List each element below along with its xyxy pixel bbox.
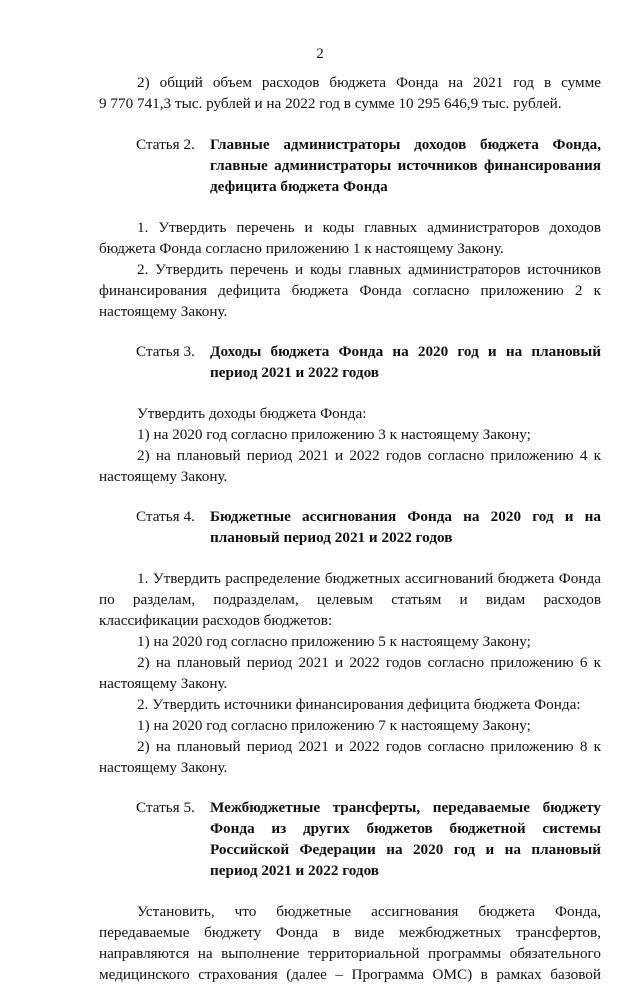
- article-2-paragraph-2: 2. Утвердить перечень и коды главных администраторов источников финансирования дефицита бюджета Фонда согласно приложению 2 к настоящему Закону.: [99, 261, 601, 320]
- article-4-title: Бюджетные ассигнования Фонда на 2020 год и на плановый период 2021 и 2022 годов: [210, 508, 601, 546]
- article-5-heading: [136, 797, 601, 881]
- article-4-paragraph-2: 1) на 2020 год согласно приложению 5 к настоящему Закону;: [137, 633, 531, 650]
- article-5-title: Межбюджетные трансферты, передаваемые бюджету Фонда из других бюджетов бюджетной системы Российской Федерации на 2020 год и на плановый период 2021 и 2022 годов: [210, 799, 601, 879]
- article-4-paragraph-1: 1. Утвердить распределение бюджетных ассигнований бюджета Фонда по разделам, подразделам, целевым статьям и видам расходов классификации расходов бюджетов:: [99, 570, 601, 629]
- article-4-paragraph-6: 2) на плановый период 2021 и 2022 годов согласно приложению 8 к настоящему Закону.: [99, 738, 601, 776]
- article-4-paragraph-5: 1) на 2020 год согласно приложению 7 к настоящему Закону;: [137, 717, 531, 734]
- article-4-heading: [136, 506, 601, 548]
- article-5-label: Статья 5.: [136, 799, 195, 816]
- article-4-label: Статья 4.: [136, 508, 195, 525]
- article-2-title: Главные администраторы доходов бюджета Фонда, главные администраторы источников финансирования дефицита бюджета Фонда: [210, 136, 601, 195]
- article-3-label: Статья 3.: [136, 343, 195, 360]
- article-4-paragraph-4: 2. Утвердить источники финансирования дефицита бюджета Фонда:: [137, 696, 581, 713]
- article-3-paragraph-2: 2) на плановый период 2021 и 2022 годов согласно приложению 4 к настоящему Закону.: [99, 447, 601, 485]
- paragraph-total-expenses-line2: 9 770 741,3 тыс. рублей и на 2022 год в сумме 10 295 646,9 тыс. рублей.: [99, 95, 562, 112]
- article-2-heading: [136, 134, 601, 197]
- article-2-label: Статья 2.: [136, 136, 195, 153]
- document-body: [99, 72, 601, 985]
- article-5-paragraph-1: Установить, что бюджетные ассигнования бюджета Фонда, передаваемые бюджету Фонда в виде межбюджетных трансфертов, направляются на выполнение территориальной программы обязательного медицинского страхования (далее – Программа ОМС) в рамках базовой: [99, 903, 601, 983]
- article-3-paragraph-intro: Утвердить доходы бюджета Фонда:: [137, 405, 367, 422]
- page-number: 2: [316, 46, 324, 62]
- paragraph-total-expenses-line1: 2) общий объем расходов бюджета Фонда на 2021 год в сумме: [137, 74, 601, 91]
- article-3-heading: [136, 341, 601, 383]
- article-2-paragraph-1: 1. Утвердить перечень и коды главных администраторов доходов бюджета Фонда согласно приложению 1 к настоящему Закону.: [99, 219, 601, 257]
- article-3-paragraph-1: 1) на 2020 год согласно приложению 3 к настоящему Закону;: [137, 426, 531, 443]
- article-4-paragraph-3: 2) на плановый период 2021 и 2022 годов согласно приложению 6 к настоящему Закону.: [99, 654, 601, 692]
- article-3-title: Доходы бюджета Фонда на 2020 год и на плановый период 2021 и 2022 годов: [210, 343, 601, 381]
